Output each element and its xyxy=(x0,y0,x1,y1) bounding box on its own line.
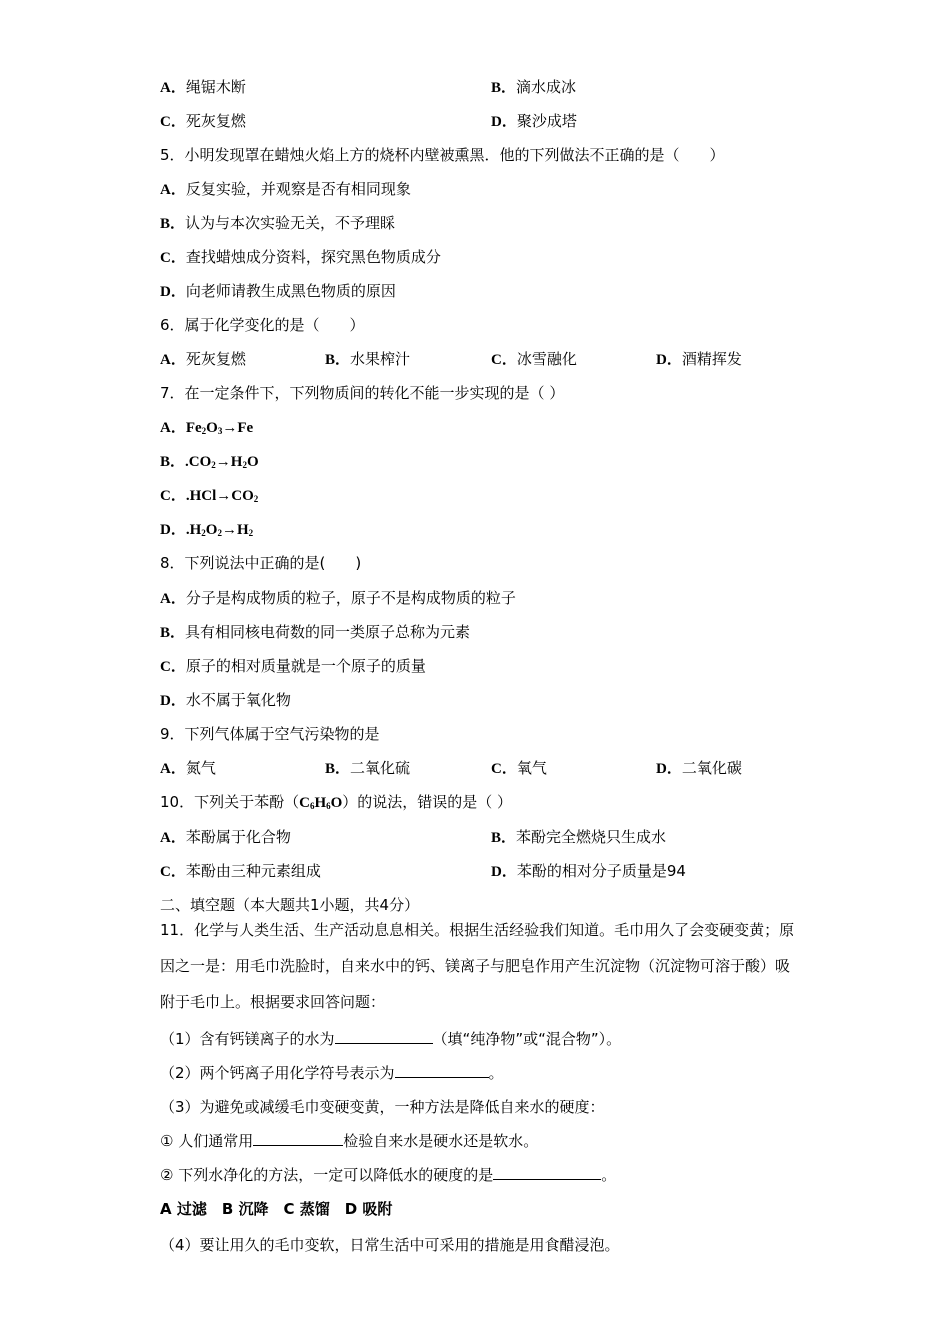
answer-blank-3[interactable] xyxy=(253,1131,343,1146)
q9-option-a[interactable]: A．氮气 xyxy=(160,759,216,777)
q8-option-b[interactable]: B．具有相同核电荷数的同一类原子总称为元素 xyxy=(160,623,471,641)
q10-option-c[interactable]: C．苯酚由三种元素组成 xyxy=(160,862,321,880)
q8-option-c[interactable]: C．原子的相对质量就是一个原子的质量 xyxy=(160,657,426,675)
q9-option-c[interactable]: C．氧气 xyxy=(491,759,547,777)
answer-blank-4[interactable] xyxy=(493,1165,601,1180)
q6-option-b[interactable]: B．水果榨汁 xyxy=(325,350,411,368)
q5-stem: 5．小明发现罩在蜡烛火焰上方的烧杯内壁被熏黑．他的下列做法不正确的是（ ） xyxy=(160,146,725,164)
q4-options-row-2 xyxy=(160,110,810,132)
q9-option-d[interactable]: D．二氧化碳 xyxy=(656,759,742,777)
q7-stem: 7．在一定条件下，下列物质间的转化不能一步实现的是（ ） xyxy=(160,384,565,402)
q6-options xyxy=(160,348,810,370)
q6-option-d[interactable]: D．酒精挥发 xyxy=(656,350,742,368)
q11-part-3: （3）为避免或减缓毛巾变硬变黄，一种方法是降低自来水的硬度： xyxy=(160,1098,605,1116)
q5-option-d[interactable]: D．向老师请教生成黑色物质的原因 xyxy=(160,282,396,300)
q10-option-b[interactable]: B．苯酚完全燃烧只生成水 xyxy=(491,828,667,846)
q10-options-row-2 xyxy=(160,860,810,882)
q11-part-3-2: ② 下列水净化的方法，一定可以降低水的硬度的是 。 xyxy=(160,1166,617,1184)
q10-option-a[interactable]: A．苯酚属于化合物 xyxy=(160,828,291,846)
q6-stem: 6．属于化学变化的是（ ） xyxy=(160,316,365,334)
answer-blank-1[interactable] xyxy=(335,1029,433,1044)
q5-option-c[interactable]: C．查找蜡烛成分资料，探究黑色物质成分 xyxy=(160,248,441,266)
q8-stem: 8．下列说法中正确的是( ) xyxy=(160,554,362,572)
q4-option-c[interactable]: C．死灰复燃 xyxy=(160,112,246,130)
q9-stem: 9．下列气体属于空气污染物的是 xyxy=(160,725,380,743)
q4-options-row-1 xyxy=(160,76,810,98)
q4-option-b[interactable]: B．滴水成冰 xyxy=(491,78,577,96)
q8-option-d[interactable]: D．水不属于氧化物 xyxy=(160,691,291,709)
q9-options xyxy=(160,757,810,779)
q5-option-b[interactable]: B．认为与本次实验无关，不予理睬 xyxy=(160,214,396,232)
q6-option-c[interactable]: C．冰雪融化 xyxy=(491,350,577,368)
q4-option-d[interactable]: D．聚沙成塔 xyxy=(491,112,577,130)
q10-option-d[interactable]: D．苯酚的相对分子质量是94 xyxy=(491,862,686,880)
q11-intro: 11．化学与人类生活、生产活动息息相关。根据生活经验我们知道。毛巾用久了会变硬变黄；原因之一是：用毛巾洗脸时，自来水中的钙、镁离子与肥皂作用产生沉淀物（沉淀物可溶于酸）吸附于毛巾上。根据要求回答问题： xyxy=(160,921,795,1011)
q7-option-a[interactable]: A．$Fe_2O_3\to Fe$ xyxy=(160,420,254,436)
q11-part-3-1: ① 人们通常用 检验自来水是硬水还是软水。 xyxy=(160,1132,539,1150)
q7-option-c[interactable]: C．$.HCl\to CO_2$ xyxy=(160,488,259,504)
q7-option-b[interactable]: B．$.CO_2\to H_2O$ xyxy=(160,454,259,470)
q8-option-a[interactable]: A．分子是构成物质的粒子，原子不是构成物质的粒子 xyxy=(160,589,516,607)
q7-option-d[interactable]: D．$.H_2O_2\to H_2$ xyxy=(160,522,254,538)
q9-option-b[interactable]: B．二氧化硫 xyxy=(325,759,411,777)
q10-options-row-1 xyxy=(160,826,810,848)
q11-part-4: （4）要让用久的毛巾变软，日常生活中可采用的措施是用食醋浸泡。 xyxy=(160,1236,620,1254)
q5-option-a[interactable]: A．反复实验，并观察是否有相同现象 xyxy=(160,180,411,198)
q11-part-1: （1）含有钙镁离子的水为 （填“纯净物”或“混合物”）。 xyxy=(160,1030,622,1048)
q11-choices: A 过滤 B 沉降 C 蒸馏 D 吸附 xyxy=(160,1200,393,1218)
section-heading: 二、填空题（本大题共1小题，共4分） xyxy=(160,896,420,914)
q6-option-a[interactable]: A．死灰复燃 xyxy=(160,350,246,368)
q10-stem: 10．下列关于苯酚$(C_6H_6O)$的说法，错误的是（ ） xyxy=(160,793,513,811)
q4-option-a[interactable]: A．绳锯木断 xyxy=(160,78,246,96)
phenol-formula: $C_6H_6O$ xyxy=(299,795,343,811)
answer-blank-2[interactable] xyxy=(395,1063,489,1078)
q11-part-2: （2）两个钙离子用化学符号表示为 。 xyxy=(160,1064,504,1082)
